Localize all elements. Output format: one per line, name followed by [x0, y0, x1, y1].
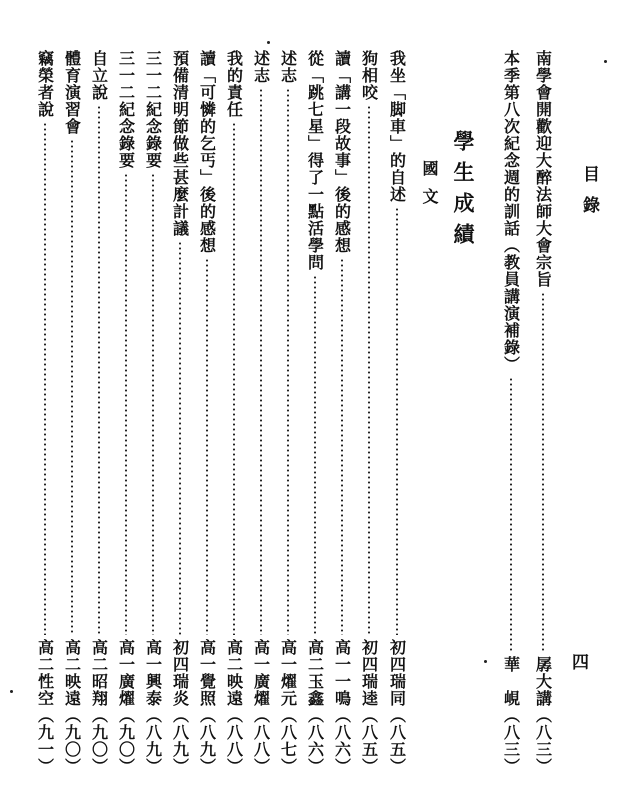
- entry-author-page: 高一廣燿（八八）: [251, 639, 271, 775]
- dot-leader: [44, 122, 46, 635]
- toc-entry[interactable]: [88, 50, 110, 775]
- scan-speck: [10, 690, 13, 693]
- toc-entry[interactable]: [196, 50, 218, 775]
- toc-entry[interactable]: [223, 50, 245, 775]
- entry-author-page: 高一廣燿（九〇）: [116, 639, 136, 775]
- dot-leader: [125, 173, 127, 635]
- scan-speck: [484, 660, 487, 663]
- entry-author-page: 高一一鳴（八六）: [332, 639, 352, 775]
- toc-entry[interactable]: [500, 50, 522, 775]
- dot-leader: [98, 105, 100, 635]
- dot-leader: [233, 122, 235, 635]
- entry-author-page: 高二性空（九一）: [35, 639, 55, 775]
- entry-title: 從「跳七星」得了一點活學問: [305, 50, 325, 271]
- entry-author-page: 華 峴（八三）: [501, 656, 521, 775]
- entry-title: 體育演習會: [62, 50, 82, 135]
- entry-author-page: 初四瑞炎（八九）: [170, 639, 190, 775]
- entry-title: 狗相咬: [359, 50, 379, 101]
- section-subtitle: 國文: [420, 160, 439, 216]
- toc-entry[interactable]: [61, 50, 83, 775]
- scan-speck: [604, 60, 607, 63]
- dot-leader: [510, 377, 512, 652]
- entry-author-page: 高二映遠（九〇）: [62, 639, 82, 775]
- dot-leader: [287, 88, 289, 635]
- dot-leader: [206, 258, 208, 635]
- page-number: 四: [572, 653, 589, 673]
- entry-title: 預備清明節做些甚麼計議: [170, 50, 190, 237]
- toc-entry[interactable]: [304, 50, 326, 775]
- entry-author-page: 孱大講（八三）: [533, 656, 553, 775]
- entry-author-page: 高二昭翔（九〇）: [89, 639, 109, 775]
- entry-author-page: 初四瑞逵（八五）: [359, 639, 379, 775]
- toc-entry[interactable]: [250, 50, 272, 775]
- entry-title: 讀「講一段故事」後的感想: [332, 50, 352, 254]
- entry-title: 讀「可憐的乞丐」後的感想: [197, 50, 217, 254]
- scan-speck: [267, 41, 270, 44]
- entry-title: 我的責任: [224, 50, 244, 118]
- toc-entry[interactable]: [386, 50, 408, 775]
- entry-title: 本季第八次紀念週的訓話（教員講演補錄）: [501, 50, 521, 373]
- dot-leader: [71, 139, 73, 635]
- dot-leader: [542, 292, 544, 652]
- toc-entry[interactable]: [142, 50, 164, 775]
- toc-entry[interactable]: [331, 50, 353, 775]
- entry-author-page: 高一燿元（八七）: [278, 639, 298, 775]
- dot-leader: [368, 105, 370, 635]
- page-title: 目錄: [579, 165, 599, 227]
- entry-author-page: 高二映遠（八八）: [224, 639, 244, 775]
- section-title: 學生成績: [451, 130, 476, 254]
- entry-title: 我坐「脚車」的自述: [387, 50, 407, 203]
- dot-leader: [260, 88, 262, 635]
- entry-title: 述志: [251, 50, 271, 84]
- dot-leader: [314, 275, 316, 635]
- entry-title: 竊榮者說: [35, 50, 55, 118]
- dot-leader: [396, 207, 398, 635]
- toc-entry[interactable]: [277, 50, 299, 775]
- entry-title: 三一二紀念錄要: [143, 50, 163, 169]
- toc-entry[interactable]: [169, 50, 191, 775]
- dot-leader: [179, 241, 181, 635]
- toc-entry[interactable]: [358, 50, 380, 775]
- entry-title: 自立說: [89, 50, 109, 101]
- toc-entry[interactable]: [115, 50, 137, 775]
- entry-author-page: 高一覺照（八九）: [197, 639, 217, 775]
- entry-author-page: 初四瑞同（八五）: [387, 639, 407, 775]
- toc-entry[interactable]: [532, 50, 554, 775]
- dot-leader: [341, 258, 343, 635]
- entry-author-page: 高一興泰（八九）: [143, 639, 163, 775]
- dot-leader: [152, 173, 154, 635]
- entry-author-page: 高二玉鑫（八六）: [305, 639, 325, 775]
- entry-title: 三一二紀念錄要: [116, 50, 136, 169]
- toc-entry[interactable]: [34, 50, 56, 775]
- entry-title: 述志: [278, 50, 298, 84]
- entry-title: 南學會開歡迎大醉法師大會宗旨: [533, 50, 553, 288]
